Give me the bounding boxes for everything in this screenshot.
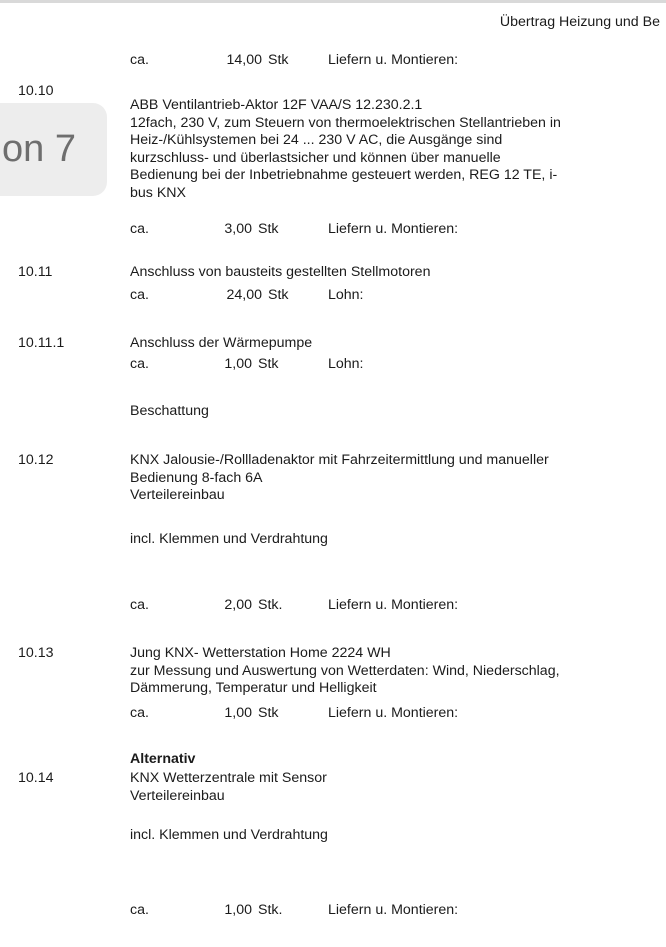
position-number: 10.11.1 [18,335,65,351]
position-number: 10.14 [18,770,54,786]
position-number: 10.13 [18,645,54,661]
item-description: Anschluss von bausteits gestellten Stellmotoren [130,264,431,280]
carry-over-header: Übertrag Heizung und Be [499,14,660,30]
alternative-heading: Alternativ [130,751,196,767]
position-number: 10.11 [18,264,53,280]
item-description: Jung KNX- Wetterstation Home 2224 WH zur Messung und Auswertung von Wetterdaten: Wind, Niederschlag, Dämmerung, Temperatur und Helligkeit [130,645,560,697]
item-description: KNX Wetterzentrale mit Sensor Verteilereinbau [130,770,327,804]
page-badge: on 7 [0,103,107,196]
position-number: 10.10 [18,83,54,99]
top-border [0,0,666,3]
action: Liefern u. Montieren: [328,52,459,68]
ca-label: ca. [130,52,149,68]
position-number: 10.12 [18,452,54,468]
item-description: Anschluss der Wärmepumpe [130,335,313,351]
section-title: Beschattung [130,403,209,419]
item-note: incl. Klemmen und Verdrahtung [130,531,328,547]
item-note: incl. Klemmen und Verdrahtung [130,827,328,843]
item-description: KNX Jalousie-/Rollladenaktor mit Fahrzeitermittlung und manueller Bedienung 8-fach 6A Verteilereinbau [130,452,549,504]
unit: Stk [268,52,289,68]
amount: 14,00 [226,52,262,68]
item-description: ABB Ventilantrieb-Aktor 12F VAA/S 12.230.2.1 12fach, 230 V, zum Steuern von thermoelektrischen Stellantrieben in Heiz-/Kühlsystemen bei 24 ... 230 V AC, die Ausgänge sind kurzschluss- und überlastsicher und können über manuelle Bedienung bei der Inbetriebnahme gesteuert werden, REG 12 TE, i- bus KNX [130,97,561,201]
